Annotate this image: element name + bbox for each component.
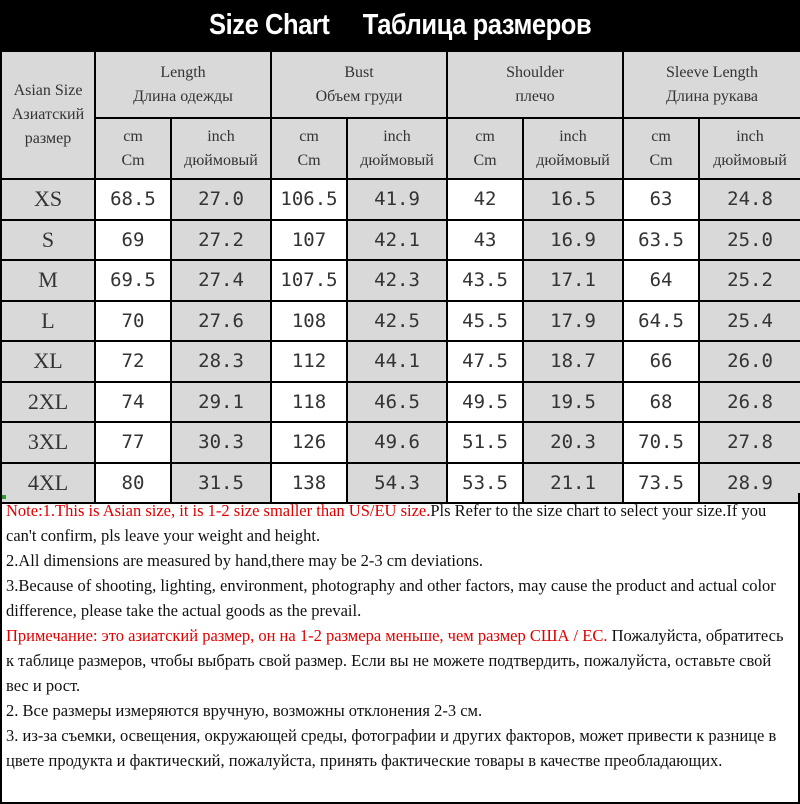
measurement-cell: 27.2 [171, 220, 271, 261]
note-ru-2: 2. Все размеры измеряются вручную, возможны отклонения 2-3 см. [6, 701, 483, 720]
measurement-cell: 26.8 [699, 382, 800, 423]
measurement-cell: 20.3 [523, 422, 623, 463]
measurement-cell: 47.5 [447, 341, 523, 382]
notes-section [0, 493, 800, 804]
measurement-cell: 25.4 [699, 301, 800, 342]
size-label: XL [1, 341, 95, 382]
size-label: M [1, 260, 95, 301]
cm-subheader: cm Cm [623, 118, 699, 179]
inch-subheader: inch дюймовый [523, 118, 623, 179]
page-title: Size Chart Таблица размеров [208, 8, 592, 41]
measurement-cell: 70 [95, 301, 171, 342]
measurement-cell: 41.9 [347, 179, 447, 220]
size-label: 2XL [1, 382, 95, 423]
measurement-cell: 42.5 [347, 301, 447, 342]
measurement-cell: 126 [271, 422, 347, 463]
size-chart-table [0, 50, 800, 504]
measurement-cell: 53.5 [447, 463, 523, 504]
measurement-cell: 68 [623, 382, 699, 423]
sleeve-length-header: Sleeve Length Длина рукава [623, 51, 800, 118]
cm-subheader: cm Cm [95, 118, 171, 179]
cm-subheader: cm Cm [271, 118, 347, 179]
size-label: L [1, 301, 95, 342]
note-en-2: 2.All dimensions are measured by hand,there may be 2-3 cm deviations. [6, 551, 483, 570]
measurement-cell: 42 [447, 179, 523, 220]
note-en-3: 3.Because of shooting, lighting, environment, photography and other factors, may cause the product and actual color difference, please take the actual goods as the prevail. [6, 576, 776, 620]
measurement-cell: 107.5 [271, 260, 347, 301]
measurement-cell: 25.2 [699, 260, 800, 301]
cm-subheader: cm Cm [447, 118, 523, 179]
table-row [1, 341, 800, 382]
measurement-cell: 108 [271, 301, 347, 342]
size-label: 3XL [1, 422, 95, 463]
measurement-cell: 28.9 [699, 463, 800, 504]
table-row [1, 301, 800, 342]
note-ru-1: Примечание: это азиатский размер, он на 1-2 размера меньше, чем размер США / ЕС. Пожалуйста, обратитесь к таблице размеров, чтобы выбрать свой размер. Если вы не можете подтвердить, пожалуйста, оставьте свой вес и рост. [6, 626, 784, 695]
inch-subheader: inch дюймовый [171, 118, 271, 179]
measurement-cell: 49.5 [447, 382, 523, 423]
measurement-cell: 24.8 [699, 179, 800, 220]
measurement-cell: 17.9 [523, 301, 623, 342]
measurement-cell: 64 [623, 260, 699, 301]
length-header: Length Длина одежды [95, 51, 271, 118]
measurement-cell: 43.5 [447, 260, 523, 301]
measurement-cell: 27.8 [699, 422, 800, 463]
measurement-cell: 44.1 [347, 341, 447, 382]
measurement-cell: 45.5 [447, 301, 523, 342]
measurement-cell: 63.5 [623, 220, 699, 261]
measurement-cell: 51.5 [447, 422, 523, 463]
measurement-cell: 118 [271, 382, 347, 423]
measurement-cell: 27.0 [171, 179, 271, 220]
table-row [1, 260, 800, 301]
measurement-cell: 66 [623, 341, 699, 382]
inch-subheader: inch дюймовый [699, 118, 800, 179]
measurement-cell: 74 [95, 382, 171, 423]
measurement-cell: 30.3 [171, 422, 271, 463]
measurement-cell: 29.1 [171, 382, 271, 423]
measurement-cell: 19.5 [523, 382, 623, 423]
size-label: S [1, 220, 95, 261]
asian-size-header: Asian Size Азиатский размер [1, 51, 95, 179]
measurement-cell: 107 [271, 220, 347, 261]
measurement-cell: 27.6 [171, 301, 271, 342]
measurement-cell: 106.5 [271, 179, 347, 220]
note-ru-3: 3. из-за съемки, освещения, окружающей среды, фотографии и других факторов, может привести к разнице в цвете продукта и фактический, пожалуйста, принять фактические товары в качестве преобладающих. [6, 726, 777, 770]
note-en-1: Note:1.This is Asian size, it is 1-2 size smaller than US/EU size.Pls Refer to the size chart to select your size.If you can't confirm, pls leave your weight and height. [6, 501, 767, 545]
measurement-cell: 54.3 [347, 463, 447, 504]
measurement-cell: 77 [95, 422, 171, 463]
measurement-cell: 73.5 [623, 463, 699, 504]
measurement-cell: 69 [95, 220, 171, 261]
measurement-cell: 46.5 [347, 382, 447, 423]
measurement-cell: 43 [447, 220, 523, 261]
measurement-cell: 80 [95, 463, 171, 504]
measurement-cell: 72 [95, 341, 171, 382]
measurement-cell: 42.1 [347, 220, 447, 261]
inch-subheader: inch дюймовый [347, 118, 447, 179]
measurement-cell: 64.5 [623, 301, 699, 342]
table-row [1, 179, 800, 220]
measurement-cell: 31.5 [171, 463, 271, 504]
title-bar [0, 0, 800, 50]
measurement-cell: 16.5 [523, 179, 623, 220]
measurement-cell: 21.1 [523, 463, 623, 504]
measurement-cell: 49.6 [347, 422, 447, 463]
measurement-cell: 28.3 [171, 341, 271, 382]
shoulder-header: Shoulder плечо [447, 51, 623, 118]
measurement-cell: 17.1 [523, 260, 623, 301]
measurement-cell: 26.0 [699, 341, 800, 382]
table-row [1, 422, 800, 463]
bust-header: Bust Объем груди [271, 51, 447, 118]
measurement-cell: 25.0 [699, 220, 800, 261]
size-label: 4XL [1, 463, 95, 504]
measurement-cell: 112 [271, 341, 347, 382]
measurement-cell: 16.9 [523, 220, 623, 261]
measurement-cell: 138 [271, 463, 347, 504]
measurement-cell: 69.5 [95, 260, 171, 301]
measurement-cell: 42.3 [347, 260, 447, 301]
size-label: XS [1, 179, 95, 220]
table-row [1, 220, 800, 261]
measurement-cell: 68.5 [95, 179, 171, 220]
table-row [1, 382, 800, 423]
measurement-cell: 70.5 [623, 422, 699, 463]
measurement-cell: 63 [623, 179, 699, 220]
measurement-cell: 27.4 [171, 260, 271, 301]
measurement-cell: 18.7 [523, 341, 623, 382]
